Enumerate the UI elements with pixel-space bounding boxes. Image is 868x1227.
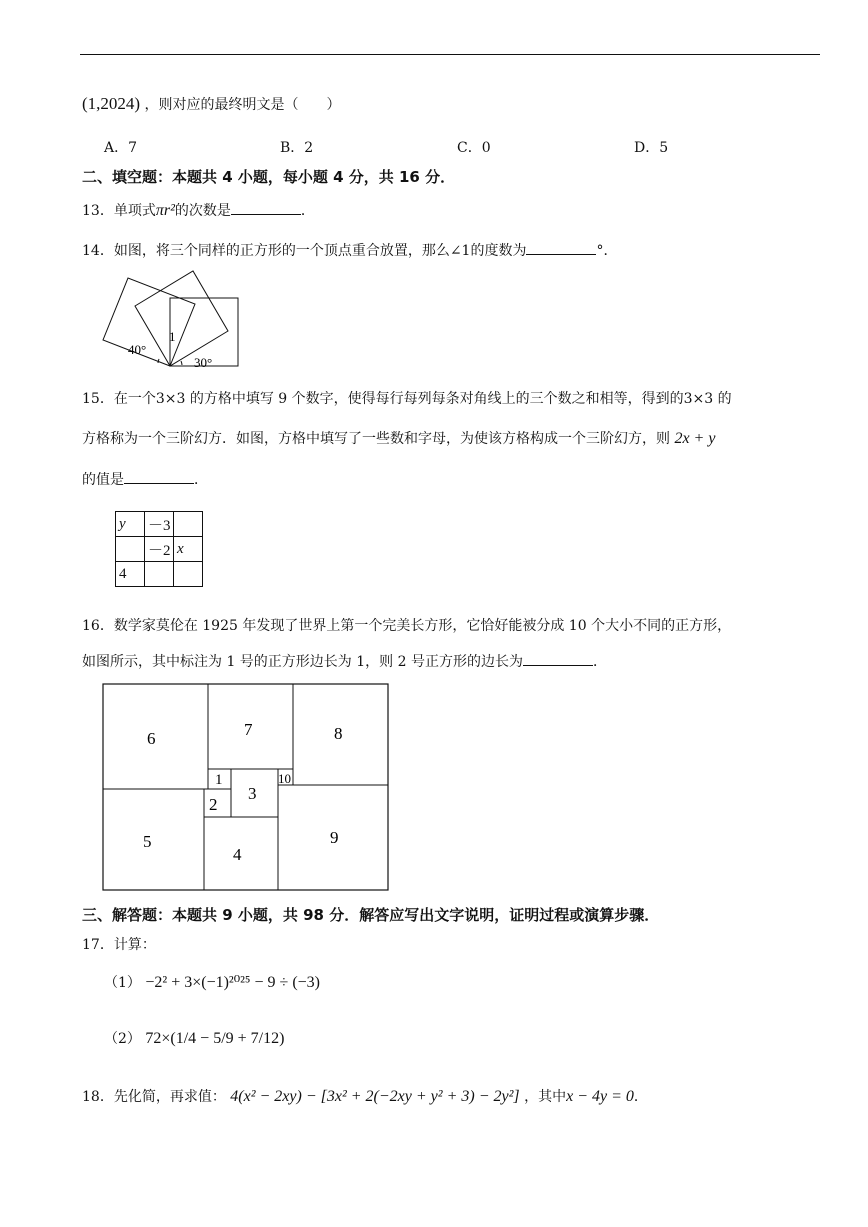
q18-expression: 4(x² − 2xy) − [3x² + 2(−2xy + y² + 3) − 2y²] (230, 1088, 520, 1105)
square-label-4: 4 (233, 845, 242, 864)
q12-option-a: A．7 (104, 140, 138, 156)
q13-number: 13． (82, 203, 114, 219)
q14 (82, 240, 617, 260)
q15-text-line3: 的值是 (82, 472, 124, 488)
grid-cell: 4 (116, 562, 145, 587)
q16-line2 (82, 651, 607, 671)
q12-option-d: D．5 (634, 140, 669, 156)
q16-number: 16． (82, 618, 114, 634)
grid-cell (174, 562, 203, 587)
q14-square-left (103, 278, 195, 366)
section2-title: 二、填空题：本题共 4 小题，每小题 4 分，共 16 分． (82, 168, 456, 186)
header-rule (80, 54, 820, 55)
q14-angle-arc-40 (158, 359, 159, 363)
q15-number: 15． (82, 391, 114, 407)
q16-figure-perfect-rectangle (102, 683, 390, 893)
q15-answer-blank (124, 471, 194, 484)
q15-end: ． (194, 472, 208, 488)
q17-part1 (104, 972, 320, 992)
q13-answer-blank (231, 202, 301, 215)
grid-cell: －2 (145, 537, 174, 562)
q13-pre: 单项式 (113, 203, 156, 219)
q14-label-angle-1: 1 (169, 329, 176, 344)
q12-text: ，则对应的最终明文是（ ） (144, 97, 341, 113)
q15-line1 (82, 388, 732, 408)
q14-angle-arc-30 (181, 361, 182, 365)
q13 (82, 200, 315, 220)
q14-figure-three-squares (98, 268, 248, 374)
grid-cell: y (116, 512, 145, 537)
q14-end: °． (596, 243, 618, 259)
q17-part2 (104, 1028, 284, 1048)
q14-answer-blank (526, 242, 596, 255)
q14-square-right (135, 271, 228, 366)
q17-number: 17． (82, 937, 114, 953)
square-label-3: 3 (248, 784, 257, 803)
q12-coordinate: (1,2024) (82, 94, 141, 113)
outer-rectangle (103, 684, 388, 890)
q13-end: ． (300, 203, 315, 219)
q17 (82, 934, 156, 954)
grid-cell (145, 562, 174, 587)
q17-part2-expression: 72×(1/4 − 5/9 + 7/12) (145, 1030, 285, 1047)
q15-expression: 2x + y (674, 430, 716, 447)
grid-cell: x (174, 537, 203, 562)
q13-expression: πr² (155, 202, 175, 219)
q15-magic-square-grid (115, 511, 203, 587)
q12-option-c: C．0 (457, 140, 491, 156)
square-label-6: 6 (147, 729, 156, 748)
q15-line3 (82, 469, 208, 489)
square-label-10: 10 (278, 771, 291, 786)
q16-text-line2: 如图所示，其中标注为 1 号的正方形边长为 1，则 2 号正方形的边长为 (82, 654, 523, 670)
q18-condition: x − 4y = 0 (566, 1088, 634, 1105)
grid-cell (116, 537, 145, 562)
q14-label-30: 30° (194, 355, 213, 370)
q17-part2-label: （2） (104, 1031, 141, 1047)
q18-end: ． (633, 1089, 648, 1105)
q12-option-b: B．2 (280, 140, 314, 156)
q14-label-40: 40° (128, 342, 147, 357)
q15-text-line2: 方格称为一个三阶幻方．如图，方格中填写了一些数和字母，为使该方格构成一个三阶幻方，则 (82, 431, 670, 447)
q18 (82, 1086, 648, 1106)
q14-text: 如图，将三个同样的正方形的一个顶点重合放置，那么∠1的度数为 (113, 243, 527, 259)
q18-text: 先化简，再求值： (113, 1089, 226, 1105)
square-label-8: 8 (334, 724, 343, 743)
q15-text-line1: 在一个3×3 的方格中填写 9 个数字，使得每行每列每条对角线上的三个数之和相等，得到的3×3 的 (113, 391, 732, 407)
q14-number: 14． (82, 243, 114, 259)
q18-number: 18． (82, 1089, 114, 1105)
square-label-2: 2 (209, 795, 218, 814)
q12-stem (82, 94, 341, 114)
q17-part1-label: （1） (104, 975, 141, 991)
q16-answer-blank (523, 653, 593, 666)
grid-cell (174, 512, 203, 537)
section3-title: 三、解答题：本题共 9 小题，共 98 分．解答应写出文字说明，证明过程或演算步骤． (82, 906, 660, 924)
q18-condition-pre: ，其中 (524, 1089, 567, 1105)
square-label-7: 7 (244, 720, 253, 739)
square-label-9: 9 (330, 828, 339, 847)
q15-line2 (82, 428, 715, 448)
q16-text-line1: 数学家莫伦在 1925 年发现了世界上第一个完美长方形，它恰好能被分成 10 个大小不同的正方形， (113, 618, 732, 634)
square-label-1: 1 (215, 772, 223, 788)
q17-text: 计算： (113, 937, 156, 953)
q17-part1-expression: −2² + 3×(−1)²⁰²⁵ − 9 ÷ (−3) (145, 974, 320, 991)
grid-cell: －3 (145, 512, 174, 537)
q16-end: ． (592, 654, 607, 670)
q16-line1 (82, 615, 731, 635)
q13-post: 的次数是 (174, 203, 231, 219)
square-label-5: 5 (143, 832, 152, 851)
